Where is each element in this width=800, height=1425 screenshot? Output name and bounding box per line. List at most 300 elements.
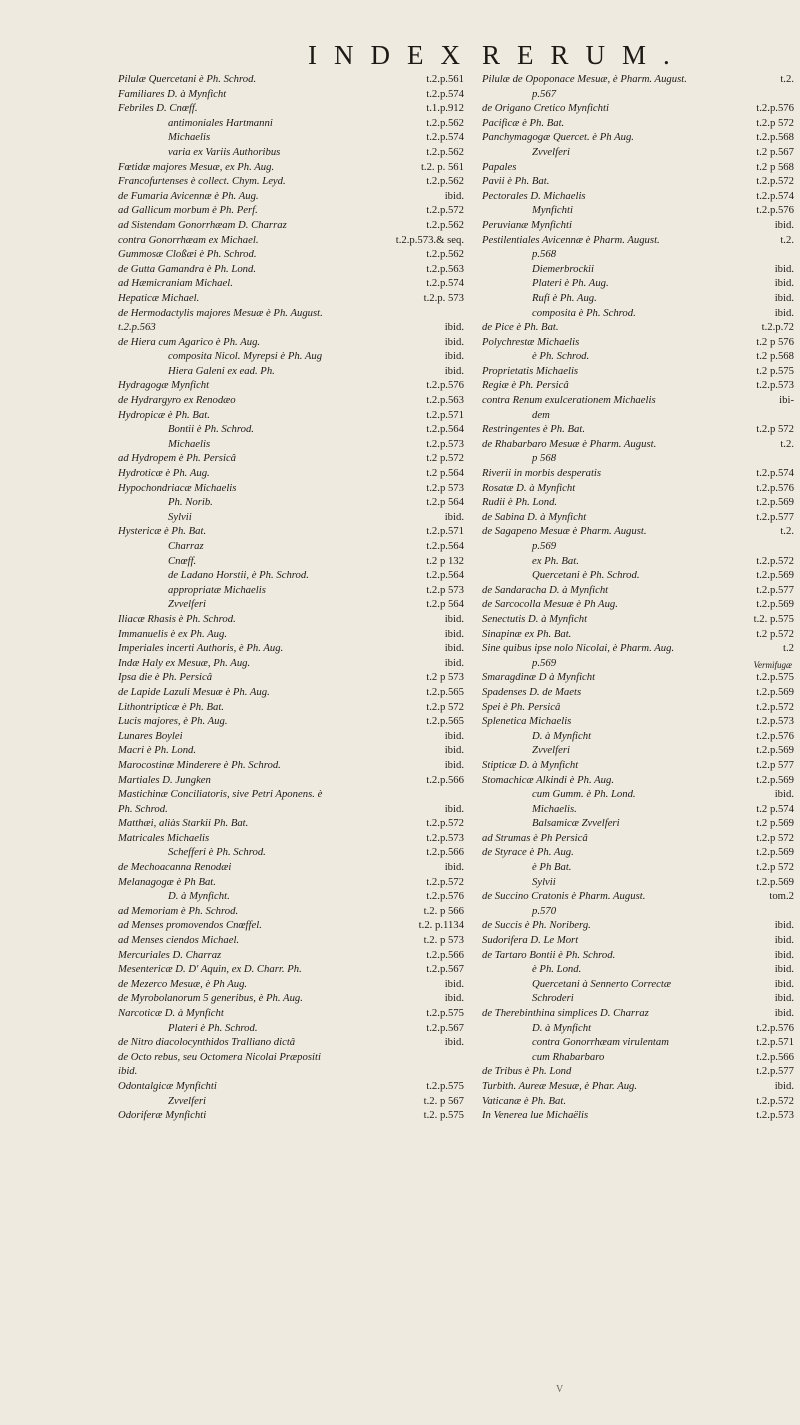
entry-reference: t.2.p.572: [426, 204, 464, 217]
index-entry: [482, 875, 794, 890]
signature-mark: V: [556, 1384, 564, 1395]
entry-reference: ibid.: [444, 627, 464, 640]
entry-reference: t.2.p.574: [426, 131, 464, 144]
entry-term: Pectorales D. Michaelis: [482, 189, 586, 202]
index-entry: [118, 408, 464, 423]
entry-term: Splenetica Michaelis: [482, 715, 572, 728]
entry-term: de Mezerco Mesuæ, è Ph Aug.: [118, 977, 248, 990]
entry-reference: t.2.p.566: [426, 846, 464, 859]
entry-reference: ibid.: [774, 788, 794, 801]
entry-reference: t.2.p.574: [756, 189, 794, 202]
entry-reference: t.2.p.576: [756, 729, 794, 742]
entry-reference: t.2.p.572: [756, 554, 794, 567]
index-entry: [118, 948, 464, 963]
index-entry: [482, 743, 794, 758]
entry-term: Melanagogæ è Ph Bat.: [118, 875, 216, 888]
entry-reference: t.2.p.569: [756, 598, 794, 611]
entry-reference: t.2.p.569: [756, 685, 794, 698]
entry-term: Papales: [482, 160, 517, 173]
entry-reference: t.2.p.563: [426, 262, 464, 275]
index-entry: [482, 408, 794, 423]
entry-term: ad Hæmicraniam Michael.: [118, 277, 233, 290]
index-entry: [482, 1006, 794, 1021]
entry-term: de Pice è Ph. Bat.: [482, 321, 559, 334]
entry-term: è Ph. Lond.: [532, 963, 582, 976]
index-entry: [118, 87, 464, 102]
header-rerum: RERUM.: [482, 40, 687, 70]
entry-term: Pavii è Ph. Bat.: [482, 175, 550, 188]
index-entry: [118, 1064, 464, 1079]
index-entry: [482, 845, 794, 860]
entry-reference: ibid.: [774, 992, 794, 1005]
entry-reference: ibid.: [444, 656, 464, 669]
index-entry: [482, 948, 794, 963]
entry-reference: t.2.p 564: [426, 496, 464, 509]
index-entry: [118, 364, 464, 379]
entry-term: Zvvelferi: [532, 744, 570, 757]
entry-term: ex Ph. Bat.: [532, 554, 579, 567]
index-entry: [482, 597, 794, 612]
entry-reference: t.1.p.912: [426, 102, 464, 115]
index-entry: [482, 306, 794, 321]
entry-term: de Therebinthina simplices D. Charraz: [482, 1007, 649, 1019]
entry-reference: t.2.p.569: [756, 773, 794, 786]
entry-reference: t.2.p.568: [756, 131, 794, 144]
catchword: Vermifugæ: [753, 660, 792, 670]
index-entry: [118, 1079, 464, 1094]
index-entry: [118, 831, 464, 846]
index-entry: [482, 991, 794, 1006]
index-entry: [482, 116, 794, 131]
index-entry: [118, 306, 464, 321]
entry-term: Michaelis: [168, 437, 211, 450]
entry-reference: ibid.: [444, 802, 464, 815]
entry-term: contra Renum exulcerationem Michaelis: [482, 394, 656, 407]
entry-reference: t.2.p.569: [756, 846, 794, 859]
index-entry: [118, 714, 464, 729]
entry-reference: t.2.p 572: [756, 423, 794, 436]
index-entry: [118, 203, 464, 218]
entry-reference: t.2 p.574: [756, 802, 794, 815]
entry-reference: t.2.p.571: [756, 1036, 794, 1049]
entry-term: de Succino Cratonis è Pharm. August.: [482, 890, 646, 903]
index-entry: [118, 1006, 464, 1021]
entry-reference: t.2.p.577: [756, 1065, 794, 1078]
entry-term: Bontii è Ph. Schrod.: [168, 423, 254, 436]
index-entry: [118, 816, 464, 831]
entry-reference: ibid.: [774, 277, 794, 290]
index-entry: [482, 933, 794, 948]
entry-term: Gummosæ Cloßæi è Ph. Schrod.: [118, 248, 257, 261]
entry-term: Francofurtenses è collect. Chym. Leyd.: [118, 175, 286, 188]
index-entry: [118, 860, 464, 875]
entry-term: cum Rhabarbaro: [532, 1050, 605, 1063]
index-entry: [118, 685, 464, 700]
entry-term: Zvvelferi: [168, 1094, 206, 1107]
index-entry: [482, 816, 794, 831]
entry-term: de Sabina D. à Mynficht: [482, 510, 587, 523]
entry-term: Regiæ è Ph. Persicâ: [482, 379, 569, 392]
index-entry: [482, 977, 794, 992]
index-entry: [118, 729, 464, 744]
entry-term: de Rhabarbaro Mesuæ è Pharm. August.: [482, 437, 657, 450]
index-entry: [482, 481, 794, 496]
index-entry: [118, 700, 464, 715]
entry-term: appropriatæ Michaelis: [168, 583, 266, 596]
entry-term: de Succis è Ph. Noriberg.: [482, 919, 591, 932]
entry-term: de Ladano Horstii, è Ph. Schrod.: [168, 569, 309, 582]
index-entry: [118, 320, 464, 335]
index-entry: [118, 189, 464, 204]
index-entry: [482, 656, 794, 671]
entry-reference: t.2.p.573: [756, 379, 794, 392]
entry-reference: t.2.p 573: [426, 583, 464, 596]
entry-reference: t.2.p 564: [426, 598, 464, 611]
entry-term: Sine quibus ipse nolo Nicolai, è Pharm. Aug.: [482, 642, 675, 655]
entry-term: de Sagapeno Mesuæ è Pharm. August.: [482, 525, 647, 538]
entry-term: Lucis majores, è Ph. Aug.: [118, 715, 228, 728]
entry-reference: ibid.: [774, 1079, 794, 1092]
index-entry: [118, 918, 464, 933]
entry-term: p 568: [532, 452, 557, 465]
entry-term: Macri è Ph. Lond.: [118, 744, 197, 757]
index-entry: [482, 918, 794, 933]
entry-term: Panchymagogæ Quercet. è Ph Aug.: [482, 131, 634, 144]
entry-term: ad Gallicum morbum è Ph. Perf.: [118, 204, 258, 217]
entry-term: Plateri è Ph. Aug.: [532, 277, 609, 290]
entry-term: Quercetani è Ph. Schrod.: [532, 569, 640, 582]
entry-reference: t.2 p 132: [426, 554, 464, 567]
index-entry: [118, 568, 464, 583]
index-entry: [482, 174, 794, 189]
entry-term: è Ph. Schrod.: [532, 350, 590, 363]
index-entry: [482, 889, 794, 904]
entry-reference: ibid.: [444, 189, 464, 202]
entry-reference: ibid.: [774, 306, 794, 319]
entry-term: Michaelis.: [532, 802, 577, 815]
entry-term: Marocostinæ Minderere è Ph. Schrod.: [118, 758, 281, 771]
entry-reference: t.2.p.72: [761, 321, 794, 334]
entry-reference: t.2.p.571: [426, 408, 464, 421]
entry-term: Quercetani à Sennerto Correctæ: [532, 977, 672, 990]
entry-reference: t.2.p 572: [426, 700, 464, 713]
entry-reference: ibid.: [444, 744, 464, 757]
entry-reference: t.2.p.577: [756, 583, 794, 596]
index-entry: [118, 495, 464, 510]
entry-term: Hydropicæ è Ph. Bat.: [118, 408, 210, 421]
entry-term: p.569: [532, 656, 557, 669]
entry-term: de Origano Cretico Mynfichti: [482, 102, 609, 115]
entry-term: p.567: [532, 87, 557, 100]
index-entry: [118, 991, 464, 1006]
entry-term: varia ex Variis Authoribus: [168, 145, 281, 158]
index-entry: [482, 1035, 794, 1050]
index-entry: [118, 773, 464, 788]
entry-term: Hepaticæ Michael.: [118, 291, 200, 304]
entry-reference: t.2.p.562: [426, 218, 464, 231]
entry-term: Pacificæ è Ph. Bat.: [482, 116, 565, 129]
entry-term: Martiales D. Jungken: [118, 773, 211, 786]
entry-term: Sylvii: [168, 510, 192, 523]
entry-term: composita è Ph. Schrod.: [532, 306, 636, 319]
entry-term: Mynfichti: [532, 204, 573, 217]
index-entry: [118, 378, 464, 393]
index-entry: [482, 101, 794, 116]
entry-reference: ibid.: [774, 1007, 794, 1019]
entry-reference: t.2.p.565: [426, 685, 464, 698]
entry-term: t.2.p.563: [118, 321, 156, 334]
entry-reference: ibid.: [774, 934, 794, 947]
entry-term: Matricales Michaelis: [118, 831, 210, 844]
entry-reference: t.2.p.571: [426, 525, 464, 538]
entry-reference: tom.2: [769, 890, 794, 903]
entry-term: Indæ Haly ex Mesuæ, Ph. Aug.: [118, 656, 251, 669]
index-entry: [118, 670, 464, 685]
index-entry: [118, 276, 464, 291]
index-entry: [118, 101, 464, 116]
entry-term: Michaelis: [168, 131, 211, 144]
entry-reference: t.2.p.566: [426, 948, 464, 961]
entry-reference: t.2.p.566: [426, 773, 464, 786]
index-entry: [482, 276, 794, 291]
entry-reference: t.2.p.569: [756, 569, 794, 582]
entry-term: è Ph Bat.: [532, 861, 572, 874]
entry-term: Proprietatis Michaelis: [482, 364, 579, 377]
index-entry: [482, 758, 794, 773]
entry-term: Imperiales incerti Authoris, è Ph. Aug.: [118, 642, 284, 655]
index-entry: [118, 524, 464, 539]
entry-reference: t.2.p.572: [426, 875, 464, 888]
entry-term: Vaticanæ è Ph. Bat.: [482, 1094, 567, 1107]
entry-term: Pestilentiales Avicennæ è Pharm. August.: [482, 233, 660, 246]
right-index-column: [482, 72, 794, 1123]
entry-term: ad Menses promovendos Cnœffel.: [118, 919, 262, 932]
index-entry: [118, 72, 464, 87]
entry-reference: ibid.: [444, 1036, 464, 1049]
index-entry: [118, 933, 464, 948]
entry-term: D. à Mynficht.: [168, 890, 230, 903]
entry-reference: ibid.: [444, 729, 464, 742]
entry-term: Plateri è Ph. Schrod.: [168, 1021, 258, 1034]
entry-reference: ibid.: [444, 335, 464, 348]
entry-reference: t.2.p 572: [756, 116, 794, 129]
entry-reference: ibid.: [444, 350, 464, 363]
entry-reference: ibid.: [774, 977, 794, 990]
entry-term: Hystericæ è Ph. Bat.: [118, 525, 207, 538]
entry-term: ad Hydropem è Ph. Persicâ: [118, 452, 237, 465]
left-index-column: [118, 72, 464, 1123]
entry-reference: ibid.: [774, 963, 794, 976]
entry-term: de Tribus è Ph. Lond: [482, 1065, 572, 1078]
index-entry: [118, 335, 464, 350]
entry-term: Lithontripticæ è Ph. Bat.: [118, 700, 224, 713]
entry-reference: t.2.p.562: [426, 175, 464, 188]
entry-term: Diemerbrockii: [532, 262, 594, 275]
entry-reference: t.2 p.572: [756, 627, 794, 640]
entry-term: D. à Mynficht: [532, 729, 592, 742]
entry-term: Ipsa die è Ph. Persicâ: [118, 671, 213, 684]
index-entry: [482, 700, 794, 715]
entry-reference: ibid.: [444, 364, 464, 377]
entry-term: Spadenses D. de Maets: [482, 685, 582, 698]
entry-reference: t.2.p.576: [426, 890, 464, 903]
entry-reference: t.2.p.576: [756, 204, 794, 217]
entry-reference: t.2.p.565: [426, 715, 464, 728]
entry-term: In Venerea lue Michaëlis: [482, 1109, 589, 1122]
entry-term: de Hydrargyro ex Renodæo: [118, 394, 236, 407]
index-entry: [118, 510, 464, 525]
entry-reference: t.2.: [780, 437, 794, 450]
index-entry: [118, 481, 464, 496]
entry-reference: t.2. p 567: [423, 1094, 464, 1107]
entry-term: Riverii in morbis desperatis: [482, 467, 602, 480]
entry-reference: ibid.: [444, 758, 464, 771]
entry-term: Iliacæ Rhasis è Ph. Schrod.: [118, 612, 236, 625]
header-index: INDEX: [308, 40, 477, 70]
index-entry: [118, 787, 464, 802]
index-entry: [482, 145, 794, 160]
entry-term: Pilulæ de Opoponace Mesuæ, è Pharm. August.: [482, 73, 687, 85]
index-entry: [482, 130, 794, 145]
entry-reference: ibid.: [444, 642, 464, 655]
index-entry: [118, 451, 464, 466]
entry-term: Senectutis D. à Mynficht: [482, 612, 588, 625]
index-entry: [118, 845, 464, 860]
entry-term: Ph. Norib.: [168, 496, 213, 509]
entry-reference: ibid.: [774, 262, 794, 275]
index-entry: [482, 568, 794, 583]
entry-reference: t.2.p.573: [426, 831, 464, 844]
entry-term: Schefferi è Ph. Schrod.: [168, 846, 266, 859]
entry-term: dem: [532, 408, 550, 421]
index-entry: [482, 554, 794, 569]
entry-reference: t.2.p.569: [756, 875, 794, 888]
entry-reference: t.2. p.1134: [418, 919, 464, 932]
entry-term: Zvvelferi: [168, 598, 206, 611]
entry-term: Hydroticæ è Ph. Aug.: [118, 467, 210, 480]
entry-reference: t.2.p.567: [426, 963, 464, 976]
index-entry: [118, 1094, 464, 1109]
entry-reference: ibid.: [774, 919, 794, 932]
index-entry: [118, 145, 464, 160]
entry-term: ad Menses ciendos Michael.: [118, 934, 240, 947]
entry-reference: ibid.: [444, 992, 464, 1005]
index-entry: [118, 641, 464, 656]
entry-term: Sudorifera D. Le Mort: [482, 934, 579, 947]
entry-reference: ibid.: [444, 612, 464, 625]
entry-reference: t.2.p.572: [756, 1094, 794, 1107]
index-entry: [482, 437, 794, 452]
index-entry: [118, 233, 464, 248]
entry-term: Familiares D. à Mynficht: [118, 87, 227, 100]
index-entry: [482, 1064, 794, 1079]
index-entry: [482, 364, 794, 379]
index-entry: [118, 977, 464, 992]
entry-reference: t.2.p.567: [426, 1021, 464, 1034]
entry-reference: t.2.: [780, 525, 794, 538]
entry-reference: t.2 p.572: [426, 452, 464, 465]
index-entry: [482, 1021, 794, 1036]
entry-reference: t.2 p.569: [756, 817, 794, 830]
entry-term: de Sandaracha D. à Mynficht: [482, 583, 609, 596]
index-entry: [482, 247, 794, 262]
entry-reference: t.2.p 572: [756, 831, 794, 844]
entry-reference: t.2.p 577: [756, 758, 794, 771]
entry-term: p.568: [532, 248, 557, 261]
entry-reference: t.2.p.575: [426, 1007, 464, 1019]
index-entry: [118, 422, 464, 437]
index-entry: [118, 262, 464, 277]
entry-term: Rufi è Ph. Aug.: [532, 291, 597, 304]
index-entry: [482, 831, 794, 846]
entry-term: ad Memoriam è Ph. Schrod.: [118, 904, 239, 917]
entry-term: de Hiera cum Agarico è Ph. Aug.: [118, 335, 261, 348]
entry-term: antimoniales Hartmanni: [168, 116, 273, 129]
index-entry: [118, 875, 464, 890]
index-entry: [482, 670, 794, 685]
entry-term: Restringentes è Ph. Bat.: [482, 423, 585, 436]
index-entry: [482, 714, 794, 729]
entry-reference: t.2.p.573: [756, 715, 794, 728]
entry-term: de Myrobolanorum 5 generibus, è Ph. Aug.: [118, 992, 303, 1005]
index-entry: [118, 466, 464, 481]
index-entry: [118, 612, 464, 627]
entry-reference: t.2.p.564: [426, 423, 464, 436]
index-entry: [482, 1094, 794, 1109]
entry-reference: t.2.p.574: [426, 277, 464, 290]
entry-term: cum Gumm. è Ph. Lond.: [532, 788, 636, 801]
index-entry: [118, 291, 464, 306]
index-entry: [482, 160, 794, 175]
entry-reference: t.2.p.562: [426, 116, 464, 129]
index-entry: [118, 174, 464, 189]
entry-term: Sinapinæ ex Ph. Bat.: [482, 627, 572, 640]
entry-term: Stipticæ D. à Mynficht: [482, 758, 579, 771]
index-entry: [482, 203, 794, 218]
index-entry: [482, 524, 794, 539]
index-entry: [482, 218, 794, 233]
entry-term: de Fumaria Avicennæ è Ph. Aug.: [118, 189, 259, 202]
entry-reference: t.2.p 572: [756, 861, 794, 874]
entry-term: de Tartaro Bontii è Ph. Schrod.: [482, 948, 616, 961]
entry-reference: ibid.: [444, 861, 464, 874]
entry-term: Matthæi, aliàs Starkii Ph. Bat.: [118, 817, 249, 830]
entry-term: Ph. Schrod.: [118, 802, 168, 815]
index-entry: [118, 130, 464, 145]
index-entry: [482, 189, 794, 204]
entry-reference: t.2.p.576: [426, 379, 464, 392]
entry-reference: t.2.p.576: [756, 102, 794, 115]
index-entry: [482, 335, 794, 350]
entry-term: Spei è Ph. Persicâ: [482, 700, 561, 713]
entry-term: de Gutta Gamandra è Ph. Lond.: [118, 262, 257, 275]
index-entry: [482, 685, 794, 700]
entry-term: ibid.: [118, 1065, 138, 1078]
index-entry: [482, 262, 794, 277]
entry-term: Cnœff.: [168, 554, 197, 567]
entry-reference: t.2.p.575: [426, 1079, 464, 1092]
index-entry: [482, 627, 794, 642]
index-entry: [118, 904, 464, 919]
index-entry: [118, 1035, 464, 1050]
entry-reference: t.2.p.562: [426, 248, 464, 261]
entry-reference: t.2 p.568: [756, 350, 794, 363]
index-entry: [118, 743, 464, 758]
index-entry: [482, 1050, 794, 1065]
entry-reference: t.2.p.577: [756, 510, 794, 523]
index-entry: [118, 1108, 464, 1123]
entry-reference: t.2 p.564: [426, 467, 464, 480]
